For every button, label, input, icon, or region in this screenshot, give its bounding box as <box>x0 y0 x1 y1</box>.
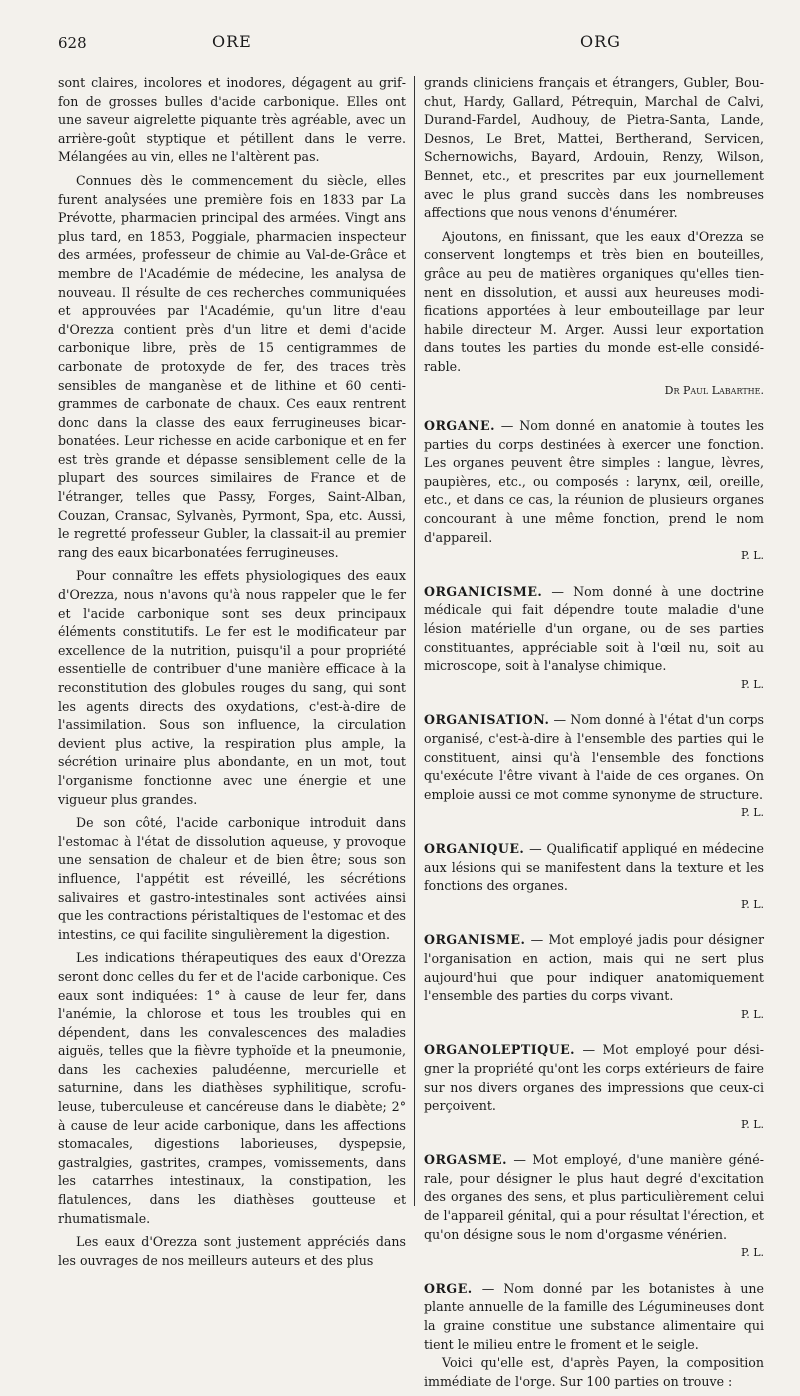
paragraph: De son côté, l'acide carbonique introduit dans l'estomac à l'état de dissolution aqueuse, y provoque une sensation de chaleur et de bien être; sous son influence, l'appétit est réveillé, les sécrétions salivaires et gastro-intestinales sont activées ainsi que les contractions péristaltiques de l'estomac et des intestins, ce qui facilite singulièrement la digestion. <box>58 815 406 942</box>
dictionary-entry <box>424 1151 764 1263</box>
dictionary-entry <box>424 840 764 914</box>
entry-definition: — Qualificatif appliqué en médecine aux lésions qui se manifestent dans la texture et les fonctions des organes. <box>424 840 764 894</box>
entry-signature: P. L. <box>741 1117 764 1131</box>
paragraph: Les indications thérapeutiques des eaux d'Orezza seront donc celles du fer et de l'acide carbonique. Ces eaux sont indiquées: 1° à cause de leur fer, dans l'anémie, la chlorose et tous les troubles qui en dépendent, dans les convalescences des maladies aiguës, telles que la fièvre typhoïde et la pneumonie, dans les cachexies paludéenne, mercurielle et saturnine, dans les diathèses syphilitique, scrofuleuse, tuberculeuse et cancéreuse dans le diabète; 2° à cause de leur acide carbonique, dans les affections stomacales, digestions laborieuses, dyspepsie, gastralgies, gastrites, crampes, vomissements, dans les catarrhes intestinaux, la constipation, les flatulences, dans les diathèses goutteuse et rhumatismale. <box>58 950 406 1226</box>
paragraph: Les eaux d'Orezza sont justement appréciés dans les ouvrages de nos meilleurs auteurs et des plus <box>58 1234 406 1268</box>
paragraph: Connues dès le commencement du siècle, elles furent analysées une première fois en 1833 par La Prévotte, pharmacien principal des armées. Vingt ans plus tard, en 1853, Poggiale, pharmacien inspecteur des armées, professeur de chimie au Val-de-Grâce et membre de l'Académie de médecine, les analysa de nouveau. Il résulte de ces recherches communiquées et approuvées par l'Académie, qu'un litre d'eau d'Orezza contient près d'un litre et demi d'acide carbonique libre, près de 15 centigrammes de carbonate de protoxyde de fer, des traces très sensibles de manganèse et de lithine et 60 centigrammes de carbonate de chaux. Ces eaux rentrent donc dans la classe des eaux ferrugineuses bicarbonatées. Leur richesse en acide carbonique et en fer est très grande et dépasse sensiblement celle de la plupart des sources similaires de France et de l'étranger, telles que Passy, Forges, Saint-Alban, Couzan, Cransac, Sylvanès, Pyrmont, Spa, etc. Aussi, le regretté professeur Gubler, la classait-il au premier rang des eaux bicarbonatées ferrugineuses. <box>58 172 406 560</box>
paragraph: grands cliniciens français et étrangers, Gubler, Bouchut, Hardy, Gallard, Pétrequin, Marchal de Calvi, Durand-Fardel, Audhouy, de Pietra-Santa, Lande, Desnos, Le Bret, Mattei, Bertherand, Servicen, Schernowichs, Bayard, Ardouin, Renzy, Wilson, Bennet, etc., et prescrites par eux journellement avec le plus grand succès dans les nombreuses affections que nous venons d'énumérer. <box>424 75 764 221</box>
column-divider <box>414 76 415 1206</box>
dictionary-entry <box>424 1041 764 1134</box>
dictionary-entry <box>424 1280 764 1354</box>
entry-signature: P. L. <box>741 549 764 563</box>
dictionary-entry <box>424 711 764 823</box>
running-head-left: ORE <box>212 32 252 51</box>
dictionary-entry <box>424 931 764 1024</box>
entry-definition: — Mot employé jadis pour désigner l'organisation en action, mais qui ne sert plus aujourd'hui que pour indiquer anatomiquement l'ensemble des parties du corps vivant. <box>424 932 764 1004</box>
dictionary-entry <box>424 417 764 566</box>
entry-definition: — Nom donné à une doctrine médicale qui fait dépendre toute maladie d'une lésion matérielle d'un organe, ou de ses parties constituantes, appréciable soit à l'œil nu, soit au microscope, soit à l'analyse chimique. <box>424 583 764 674</box>
entry-definition: — Mot employé pour désigner la propriété qu'ont les corps extérieurs de faire sur nos divers organes des impressions que ceux-ci perçoivent. <box>424 1042 764 1114</box>
left-column <box>58 74 406 1275</box>
paragraph: Pour connaître les effets physiologiques des eaux d'Orezza, nous n'avons qu'à nous rappeler que le fer et l'acide carbonique sont ses deux principaux éléments constitutifs. Le fer est le modificateur par excellence de la nutrition, puisqu'il a pour propriété essentielle de contribuer d'une manière efficace à la reconstitution des globules rouges du sang, qui sont les agents directs des oxydations, c'est-à-dire de l'assimilation. Sous son influence, la circulation devient plus active, la respiration plus ample, la sécrétion urinaire plus abondante, en un mot, tout l'organisme fonctionne avec une énergie et une vigueur plus grandes. <box>58 568 406 807</box>
running-head-right: ORG <box>580 32 621 51</box>
entry-signature: P. L. <box>741 897 764 911</box>
dictionary-entry <box>424 583 764 695</box>
entry-term: ORGANIQUE. <box>424 840 525 856</box>
paragraph: sont claires, incolores et inodores, dégagent au griffon de grosses bulles d'acide carbonique. Elles ont une saveur aigrelette piquante très agréable, avec un arrière-goût styptique et pétillent dans le verre. Mélangées au vin, elles ne l'altèrent pas. <box>58 75 406 165</box>
page-number: 628 <box>58 34 87 52</box>
paragraph: Ajoutons, en finissant, que les eaux d'Orezza se conservent longtemps et très bien en bouteilles, grâce au peu de matières organiques qu'elles tiennent en dissolution, et aussi aux heureuses modifications apportées à leur embouteillage par leur habile directeur M. Arger. Aussi leur exportation dans toutes les parties du monde est-elle considérable. <box>424 228 764 374</box>
entry-signature: P. L. <box>741 677 764 691</box>
entry-definition: — Mot employé, d'une manière générale, pour désigner le plus haut degré d'excitation des organes des sens, et plus particulièrement celui de l'appareil génital, qui a pour résultat l'érection, et qu'on désigne sous le nom d'orgasme vénérien. <box>424 1152 764 1242</box>
entry-term: ORGE. <box>424 1280 473 1296</box>
entry-term: ORGANISATION. <box>424 712 550 728</box>
entry-signature: P. L. <box>741 1007 764 1021</box>
entry-term: ORGANISME. <box>424 932 526 948</box>
page-header <box>0 30 800 60</box>
author-signature: Dr Paul Labarthe. <box>664 383 764 397</box>
right-column <box>424 74 764 1396</box>
entry-definition: — Nom donné en anatomie à toutes les parties du corps destinées à exercer une fonction. Les organes peuvent être simples : langue, lèvres, paupières, etc., ou composés : larynx, œil, oreille, etc., et dans ce cas, la réunion de plusieurs organes concourant à une même fonction, prend le nom d'appareil. <box>424 418 764 545</box>
entry-term: ORGANE. <box>424 418 495 434</box>
entry-definition: — Nom donné par les botanistes à une plante annuelle de la famille des Légumineuses dont la graine constitue une substance alimentaire qui tient le milieu entre le froment et le seigle. <box>424 1280 764 1352</box>
entry-signature: P. L. <box>741 1246 764 1260</box>
entry-term: ORGANICISME. <box>424 583 543 599</box>
paragraph: Voici qu'elle est, d'après Payen, la composition immédiate de l'orge. Sur 100 parties on trouve : <box>424 1355 764 1389</box>
entry-signature: P. L. <box>741 806 764 820</box>
entry-term: ORGASME. <box>424 1152 507 1168</box>
entry-term: ORGANOLEPTIQUE. <box>424 1042 576 1058</box>
entry-definition: — Nom donné à l'état d'un corps organisé, c'est-à-dire à l'ensemble des parties qui le constituent, ainsi qu'à l'ensemble des fonctions qu'exécute l'être vivant à l'aide de ces organes. On emploie aussi ce mot comme synonyme de structure. <box>424 712 764 802</box>
